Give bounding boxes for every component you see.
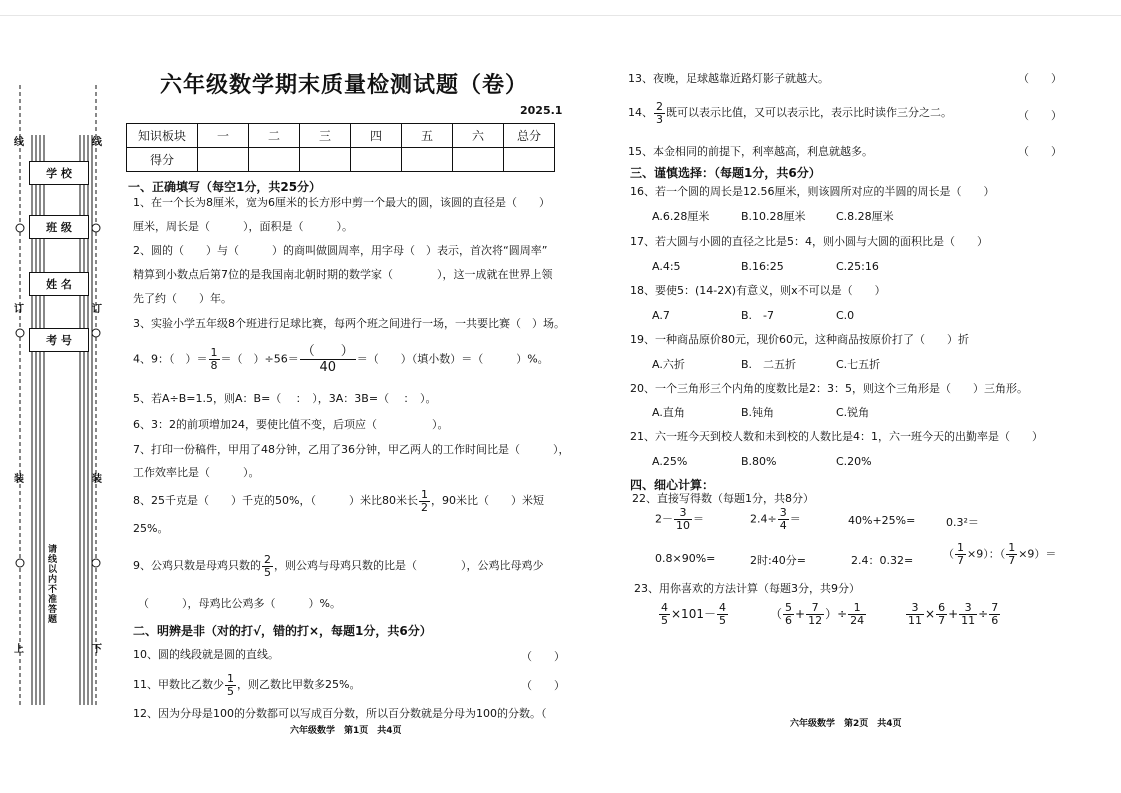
calc-text: ×9）＝ [1018, 547, 1057, 561]
question-4-part-2: ＝（ ）÷56＝ [220, 352, 299, 366]
calc-text: 2.4÷ [750, 512, 777, 526]
question-8-line-2: 25%。 [133, 522, 169, 535]
calc-text: ×9）：（ [967, 547, 1006, 561]
question-14-part-2: 既可以表示比值，又可以表示比，表示比时读作三分之二。 [666, 106, 952, 119]
question-8-part-1: 8、25千克是（ ）千克的50%，（ ）米比80米长 [133, 494, 418, 507]
question-11-part-1: 11、甲数比乙数少 [133, 678, 224, 691]
section-2-heading: 二、明辨是非（对的打√，错的打×，每题1分，共6分） [133, 624, 432, 638]
fraction-denominator: 3 [656, 112, 663, 126]
calc-item-6: 2时:40分= [750, 554, 806, 567]
question-18-option-c[interactable]: C.0 [836, 309, 855, 322]
question-21-option-b[interactable]: B.80% [741, 455, 777, 468]
question-19: 19、一种商品原价80元，现价60元，这种商品按原价打了（ ）折 [630, 333, 969, 346]
page-top-edge [0, 15, 1121, 16]
fraction-numerator: 1 [957, 541, 964, 554]
fraction-numerator: 3 [779, 506, 787, 519]
fraction-denominator: 12 [808, 614, 823, 627]
question-17-option-c[interactable]: C.25:16 [836, 260, 879, 273]
calc-item-1 [655, 507, 704, 532]
calc-text: × [925, 607, 936, 621]
question-19-option-b[interactable]: B. 二五折 [741, 358, 797, 371]
score-header-cell: 总分 [504, 124, 555, 148]
fraction-1-7 [1006, 542, 1017, 567]
question-16-option-b[interactable]: B.10.28厘米 [741, 210, 806, 223]
right-page-footer: 六年级数学 第2页 共4页 [790, 719, 902, 729]
class-field [29, 215, 89, 239]
question-12: 12、因为分母是100的分数都可以写成百分数，所以百分数就是分母为100的分数。（ [133, 707, 547, 720]
fraction-denominator: 5 [661, 614, 668, 627]
fraction-7-6 [989, 602, 1000, 627]
fraction-blank-40 [300, 344, 356, 375]
calc-text: （ [943, 547, 954, 561]
score-cell[interactable] [453, 148, 504, 172]
fraction-numerator: 6 [938, 601, 946, 614]
score-cell[interactable] [402, 148, 453, 172]
score-cell[interactable] [249, 148, 300, 172]
fraction-numerator: 2 [264, 552, 271, 566]
binding-mark-ding-right: 订 [92, 304, 102, 315]
score-table [126, 123, 555, 172]
question-20-option-a[interactable]: A.直角 [652, 406, 685, 419]
fraction-numerator: 1 [227, 671, 234, 685]
question-2-line-1: 2、圆的（ ）与（ ）的商叫做圆周率，用字母（ ）表示，首次将“圆周率” [133, 244, 548, 257]
score-table-score-row [127, 148, 555, 172]
question-9-line-1 [133, 553, 544, 579]
binding-mark-down: 下 [92, 644, 102, 655]
fraction-denominator: 2 [420, 500, 428, 514]
score-header-cell: 知识板块 [127, 124, 198, 148]
fraction-denominator: 11 [961, 614, 976, 627]
fraction-1-8 [209, 347, 220, 372]
calc-text: 2－ [655, 512, 673, 526]
question-15-answer[interactable]: （ ） [1018, 145, 1062, 158]
question-8-part-2: ，90米比（ ）米短 [430, 494, 544, 507]
fraction-denominator: 6 [991, 614, 999, 627]
question-4-part-1: 4、9：（ ）＝ [133, 352, 208, 366]
binding-mark-line-right: 线 [92, 137, 102, 148]
question-6: 6、3：2的前项增加24，要使比值不变，后项应（ ）。 [133, 418, 449, 431]
binding-mark-zhuang-left: 装 [14, 474, 24, 485]
fraction-numerator: 3 [906, 602, 924, 615]
question-8-line-1 [133, 488, 544, 514]
question-16-option-a[interactable]: A.6.28厘米 [652, 210, 710, 223]
section-1-heading: 一、正确填写（每空1分，共25分） [128, 180, 322, 194]
question-11-part-2: ，则乙数比甲数多25%。 [237, 678, 361, 691]
fraction-numerator: 1 [848, 602, 866, 615]
fraction-denominator: 5 [718, 614, 726, 627]
fraction-3-11 [959, 602, 977, 627]
question-11-answer[interactable]: （ ） [521, 679, 565, 692]
question-19-option-c[interactable]: C.七五折 [836, 358, 881, 371]
question-17-option-b[interactable]: B.16:25 [741, 260, 784, 273]
score-table-header-row [127, 124, 555, 148]
fraction-denominator: 7 [957, 554, 964, 567]
calc-text: ÷ [978, 607, 989, 621]
question-7-line-2: 工作效率比是（ ）。 [133, 466, 260, 479]
question-15: 15、本金相同的前提下，利率越高，利息就越多。 [628, 145, 873, 158]
question-18: 18、要使5：(14-2X)有意义，则x不可以是（ ） [630, 284, 886, 297]
question-9-part-2: ，则公鸡与母鸡只数的比是（ ），公鸡比母鸡少 [274, 559, 544, 572]
calc-item-2 [750, 507, 801, 532]
binding-mark-zhuang-right: 装 [92, 474, 102, 485]
question-17-option-a[interactable]: A.4:5 [652, 260, 681, 273]
question-21: 21、六一班今天到校人数和未到校的人数比是4：1，六一班今天的出勤率是（ ） [630, 430, 1043, 443]
question-21-option-c[interactable]: C.20% [836, 455, 872, 468]
fraction-numerator: 4 [661, 601, 668, 614]
section-4-heading: 四、细心计算： [630, 478, 715, 492]
binding-notice: 请线以内不准答题 [48, 545, 58, 625]
page-title: 六年级数学期末质量检测试题（卷） [160, 73, 529, 98]
section-3-heading: 三、谨慎选择：（每题1分，共6分） [630, 166, 821, 180]
score-cell[interactable] [300, 148, 351, 172]
calc-text: （ [770, 607, 783, 621]
question-21-option-a[interactable]: A.25% [652, 455, 688, 468]
question-11 [133, 672, 360, 698]
calc-item-8 [943, 542, 1056, 567]
calc-item-5: 0.8×90%= [655, 552, 716, 565]
fraction-numerator: 7 [991, 601, 999, 614]
question-19-option-a[interactable]: A.六折 [652, 358, 685, 371]
question-13: 13、夜晚，足球越靠近路灯影子就越大。 [628, 72, 829, 85]
q23-expression-1 [658, 602, 729, 627]
question-3: 3、实验小学五年级8个班进行足球比赛，每两个班之间进行一场，一共要比赛（ ）场。 [133, 317, 565, 330]
question-14 [628, 100, 952, 126]
calc-item-3: 40%+25%= [848, 514, 916, 527]
fraction-denominator: 40 [319, 360, 336, 375]
fraction-3-11 [906, 602, 924, 627]
fraction-denominator: 11 [908, 614, 922, 627]
question-9-line-2: （ ），母鸡比公鸡多（ ）%。 [138, 597, 341, 610]
fraction-3-10 [674, 507, 692, 532]
fraction-denominator: 5 [227, 684, 234, 698]
score-cell[interactable] [504, 148, 555, 172]
fraction-numerator: 1 [1008, 541, 1016, 554]
fraction-3-4 [778, 507, 789, 532]
question-4 [133, 344, 549, 375]
exam-date: 2025.1 [520, 104, 563, 117]
fraction-2-5 [262, 554, 273, 579]
question-2-line-3: 先了约（ ）年。 [133, 292, 232, 305]
score-cell[interactable] [351, 148, 402, 172]
fraction-numerator: （ ） [301, 344, 354, 359]
score-header-cell: 一 [198, 124, 249, 148]
fraction-1-5 [225, 673, 236, 698]
name-label: 姓 名 [46, 278, 72, 291]
fraction-6-7 [936, 602, 947, 627]
fraction-numerator: 3 [959, 602, 977, 615]
fraction-denominator: 7 [1008, 554, 1016, 567]
question-18-option-a[interactable]: A.7 [652, 309, 670, 322]
binding-mark-ding-left: 订 [14, 304, 24, 315]
school-label: 学 校 [46, 167, 72, 180]
calc-text: + [948, 607, 959, 621]
calc-text: ×101－ [671, 607, 716, 621]
question-10-answer[interactable]: （ ） [521, 650, 565, 663]
question-23-heading: 23、用你喜欢的方法计算（每题3分，共9分） [634, 582, 860, 595]
question-2-line-2: 精算到小数点后第7位的是我国南北朝时期的数学家（ ），这一成就在世界上领 [133, 268, 553, 281]
fraction-numerator: 1 [210, 346, 218, 359]
fraction-denominator: 8 [210, 359, 218, 372]
fraction-numerator: 4 [718, 601, 726, 614]
calc-item-4: 0.3²＝ [946, 516, 979, 529]
score-row-label: 得分 [127, 148, 198, 172]
fraction-numerator: 2 [656, 99, 663, 113]
calc-text: ＝ [693, 512, 704, 526]
binding-mark-line-left: 线 [14, 137, 24, 148]
calc-item-7: 2.4：0.32= [851, 554, 914, 567]
fraction-denominator: 4 [779, 519, 787, 532]
fraction-2-3 [654, 101, 665, 126]
exam-number-field [29, 328, 89, 352]
question-22-heading: 22、直接写得数（每题1分，共8分） [632, 492, 814, 505]
question-16: 16、若一个圆的周长是12.56厘米，则该圆所对应的半圆的周长是（ ） [630, 185, 995, 198]
score-cell[interactable] [198, 148, 249, 172]
q23-expression-2 [770, 602, 867, 627]
question-16-option-c[interactable]: C.8.28厘米 [836, 210, 894, 223]
q23-expression-3 [905, 602, 1001, 627]
fraction-numerator: 5 [785, 601, 793, 614]
question-18-option-b[interactable]: B. -7 [741, 309, 775, 322]
score-header-cell: 五 [402, 124, 453, 148]
question-14-part-1: 14、 [628, 106, 653, 119]
fraction-denominator: 24 [850, 614, 865, 627]
question-20-option-c[interactable]: C.锐角 [836, 406, 870, 419]
fraction-numerator: 7 [806, 602, 824, 615]
question-10: 10、圆的线段就是圆的直线。 [133, 648, 279, 661]
fraction-1-7 [955, 542, 966, 567]
fraction-4-5 [717, 602, 728, 627]
score-header-cell: 六 [453, 124, 504, 148]
exam-number-label: 考 号 [46, 334, 72, 347]
question-20: 20、一个三角形三个内角的度数比是2：3：5，则这个三角形是（ ）三角形。 [630, 382, 1028, 395]
question-7-line-1: 7、打印一份稿件，甲用了48分钟，乙用了36分钟，甲乙两人的工作时间比是（ ）， [133, 443, 570, 456]
question-9-part-1: 9、公鸡只数是母鸡只数的 [133, 559, 261, 572]
fraction-denominator: 6 [785, 614, 793, 627]
question-1-line-2: 厘米，周长是（ ），面积是（ ）。 [133, 220, 353, 233]
question-17: 17、若大圆与小圆的直径之比是5：4，则小圆与大圆的面积比是（ ） [630, 235, 988, 248]
fraction-numerator: 1 [420, 487, 428, 501]
score-header-cell: 四 [351, 124, 402, 148]
class-label: 班 级 [46, 221, 72, 234]
fraction-1-24 [848, 602, 866, 627]
question-1-line-1: 1、在一个长为8厘米，宽为6厘米的长方形中剪一个最大的圆，该圆的直径是（ ） [133, 196, 550, 209]
fraction-1-2 [419, 489, 430, 514]
question-5: 5、若A÷B=1.5，则A：B=（ ： ），3A：3B=（ ： ）。 [133, 392, 437, 405]
name-field [29, 272, 89, 296]
calc-text: + [795, 607, 806, 621]
question-13-answer[interactable]: （ ） [1018, 72, 1062, 85]
left-page-footer: 六年级数学 第1页 共4页 [290, 726, 402, 736]
school-field [29, 161, 89, 185]
binding-mark-up: 上 [14, 644, 24, 655]
fraction-denominator: 10 [676, 519, 690, 532]
fraction-7-12 [806, 602, 824, 627]
fraction-denominator: 5 [264, 565, 271, 579]
calc-text: ）÷ [825, 607, 848, 621]
score-header-cell: 二 [249, 124, 300, 148]
question-14-answer[interactable]: （ ） [1018, 109, 1062, 122]
score-header-cell: 三 [300, 124, 351, 148]
fraction-numerator: 3 [674, 507, 692, 520]
fraction-denominator: 7 [938, 614, 946, 627]
fraction-5-6 [783, 602, 794, 627]
calc-text: ＝ [789, 512, 801, 526]
question-4-part-3: ＝（ ）（填小数）＝（ ）%。 [356, 352, 549, 366]
fraction-4-5 [659, 602, 670, 627]
question-20-option-b[interactable]: B.钝角 [741, 406, 775, 419]
